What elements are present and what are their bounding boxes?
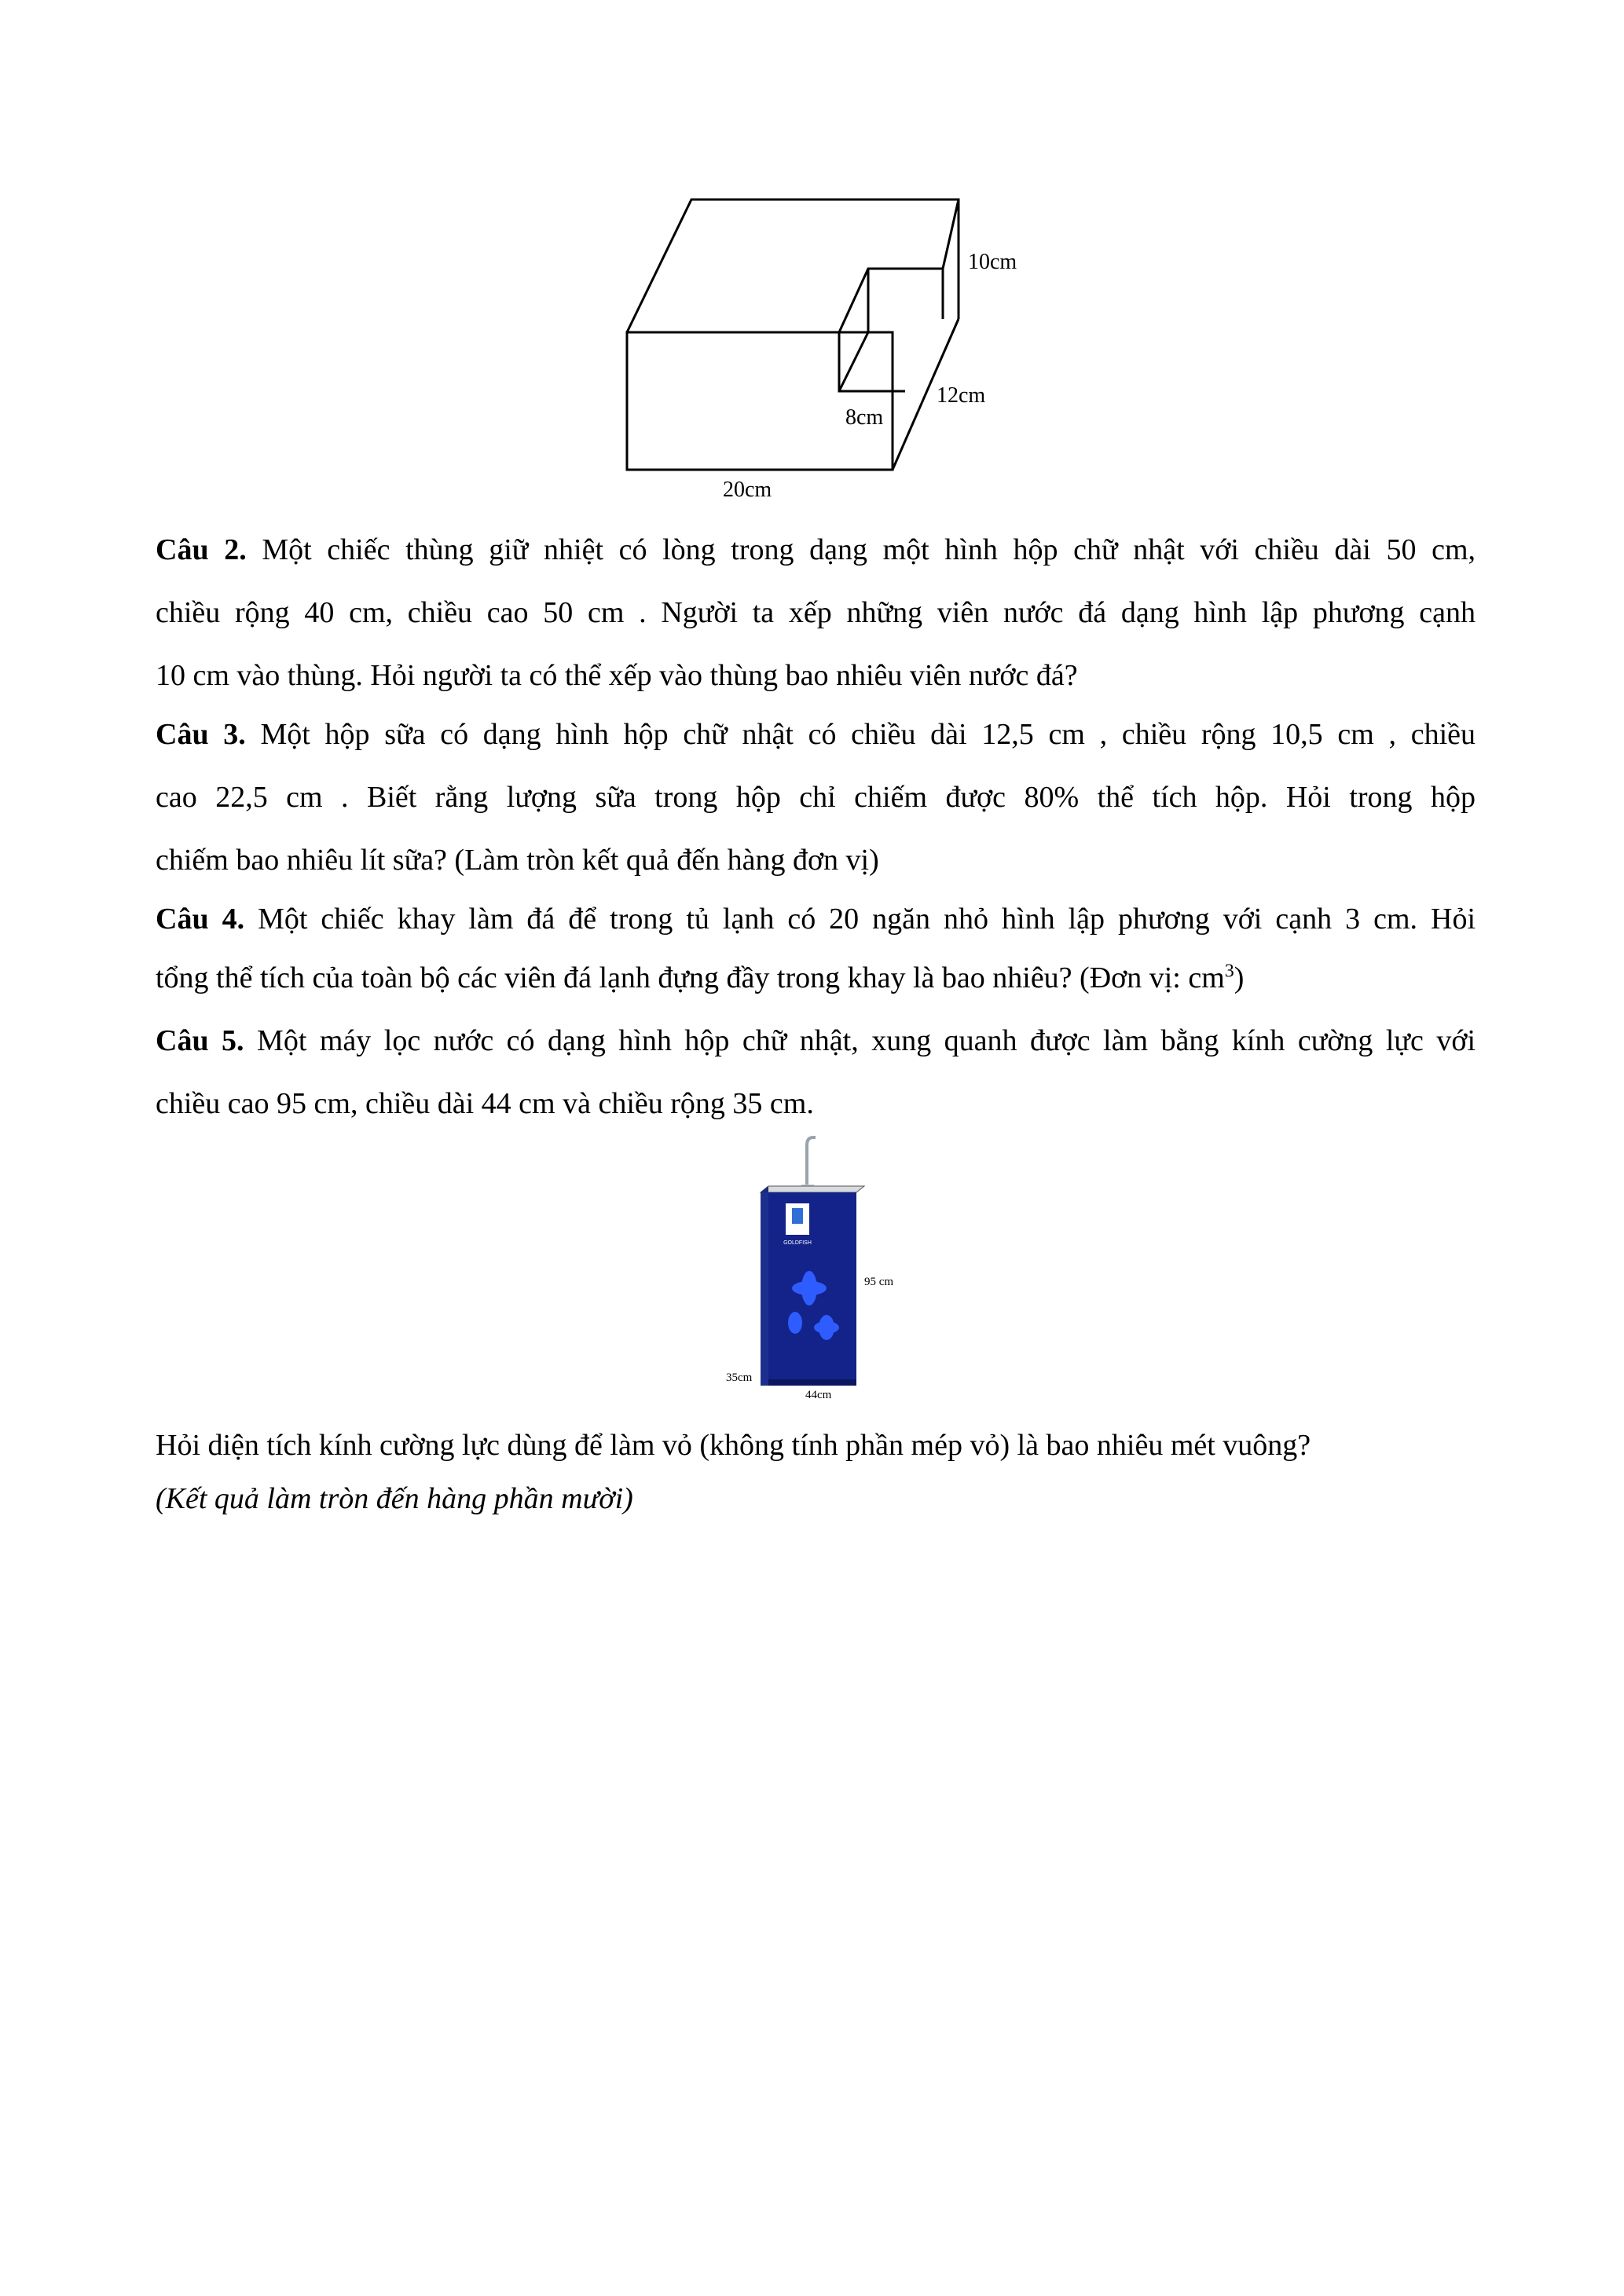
label-95cm: 95 cm	[864, 1276, 894, 1288]
question-3-number: Câu 3.	[156, 718, 246, 751]
question-4-line-2: tổng thể tích của toàn bộ các viên đá lạnh đựng đầy trong khay là bao nhiêu? (Đơn vị: $cm^3$)	[156, 961, 1245, 994]
label-10cm: 10cm	[968, 250, 1017, 274]
brand-name: GOLDFISH	[783, 1240, 812, 1246]
closing-question: Hỏi diện tích kính cường lực dùng để làm vỏ (không tính phần mép vỏ) là bao nhiêu mét vuông?	[156, 1429, 1311, 1462]
question-5-number: Câu 5.	[156, 1024, 244, 1057]
notch-bottom-edges	[839, 332, 905, 391]
top-back-edge	[627, 200, 959, 332]
question-2-number: Câu 2.	[156, 533, 247, 566]
question-2-line-3: 10 cm vào thùng. Hỏi người ta có thể xếp vào thùng bao nhiêu viên nước đá?	[156, 659, 1078, 692]
notch-inner-diagonal	[839, 332, 868, 391]
label-35cm: 35cm	[726, 1371, 753, 1384]
question-4-number: Câu 4.	[156, 903, 245, 936]
question-3-line-3: chiếm bao nhiêu lít sữa? (Làm tròn kết quả đến hàng đơn vị)	[156, 844, 879, 877]
question-2-line-1: Câu 2. Một chiếc thùng giữ nhiệt có lòng trong dạng một hình hộp chữ nhật với chiều dài 50 cm,	[156, 533, 1476, 566]
faucet-icon	[807, 1137, 816, 1188]
label-12cm: 12cm	[937, 383, 986, 408]
question-5-line-2: chiều cao 95 cm, chiều dài 44 cm và chiều rộng 35 cm.	[156, 1087, 814, 1120]
question-2-line-2: chiều rộng 40 cm, chiều cao 50 cm . Người ta xếp những viên nước đá dạng hình lập phương cạnh	[156, 596, 1476, 629]
question-3-line-1: Câu 3. Một hộp sữa có dạng hình hộp chữ nhật có chiều dài 12,5 cm , chiều rộng 10,5 cm , chiều	[156, 718, 1476, 751]
water-filter-figure	[707, 1131, 943, 1398]
label-44cm: 44cm	[805, 1389, 832, 1398]
rounding-note: (Kết quả làm tròn đến hàng phần mười)	[156, 1482, 633, 1515]
l-shaped-box-figure	[613, 189, 1053, 503]
label-8cm: 8cm	[845, 405, 884, 430]
notch-back-edge	[943, 200, 959, 269]
question-3-line-2: cao 22,5 cm . Biết rằng lượng sữa trong hộp chỉ chiếm được 80% thể tích hộp. Hỏi trong hộp	[156, 781, 1476, 814]
label-20cm: 20cm	[723, 478, 772, 502]
notch-top-edges	[839, 269, 943, 332]
front-face	[627, 332, 893, 470]
question-4-line-1: Câu 4. Một chiếc khay làm đá để trong tủ lạnh có 20 ngăn nhỏ hình lập phương với cạnh 3 cm. Hỏi	[156, 903, 1476, 936]
question-5-line-1: Câu 5. Một máy lọc nước có dạng hình hộp chữ nhật, xung quanh được làm bằng kính cường lực với	[156, 1024, 1476, 1057]
